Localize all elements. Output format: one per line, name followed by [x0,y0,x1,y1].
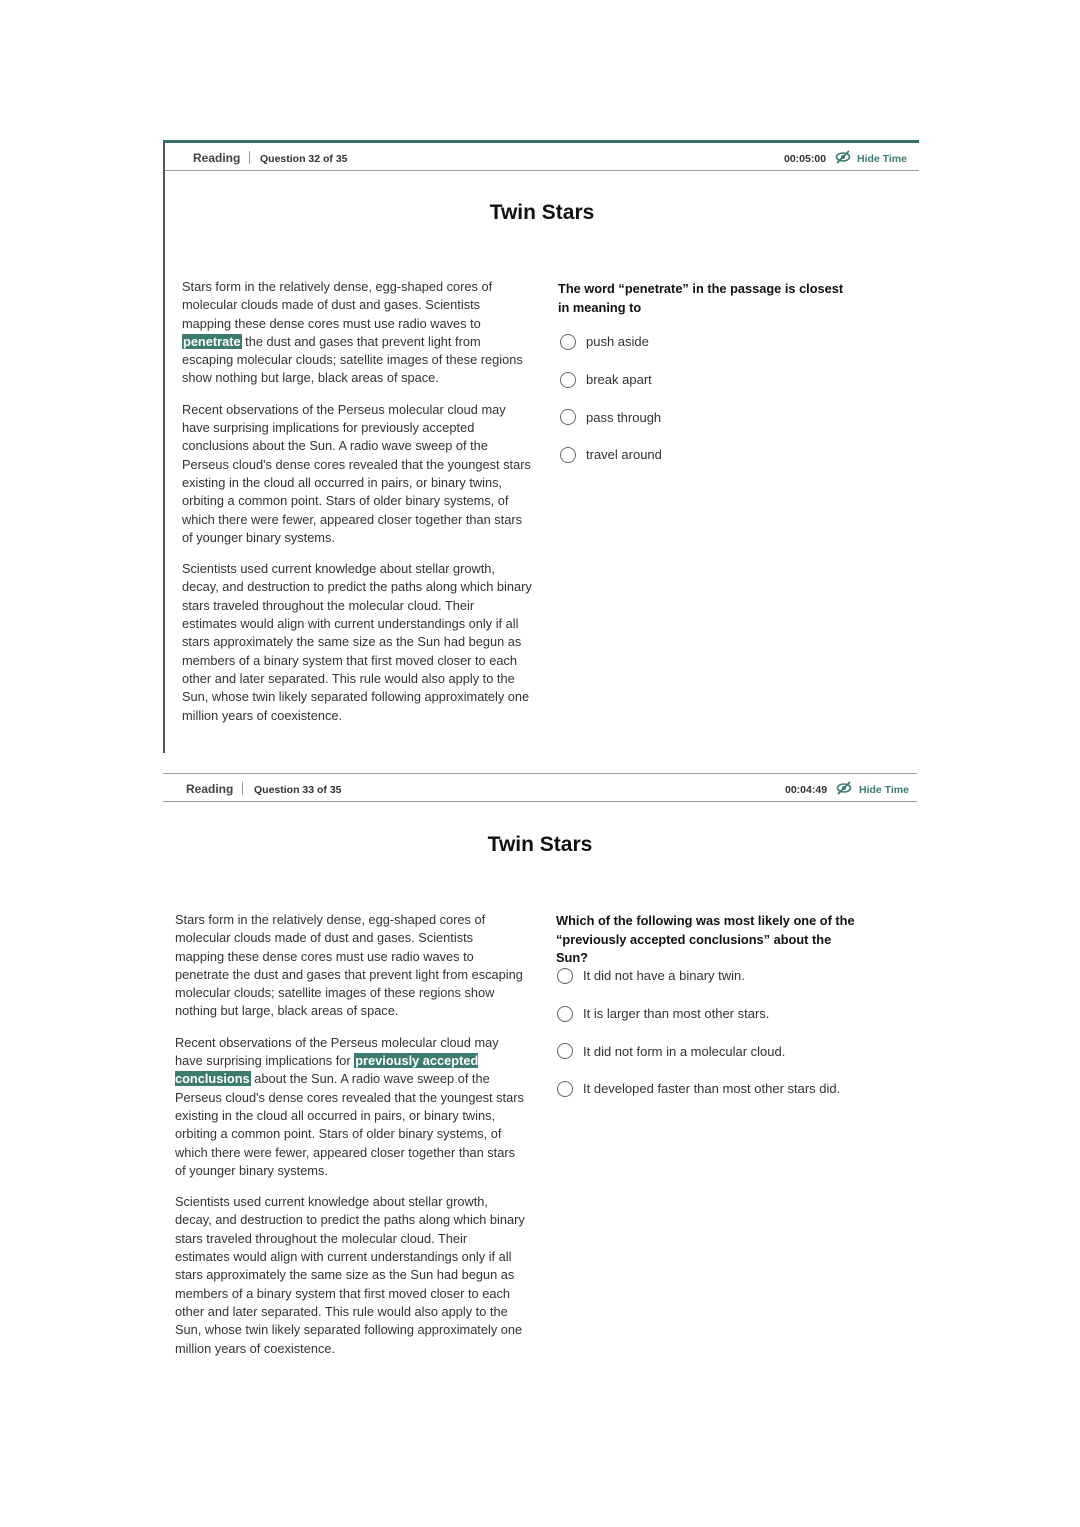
passage-text: the dust and gases that prevent light from escaping molecular clouds; satellite images of these regions show nothing but large, black areas of space. [182,333,523,386]
passage-paragraph-3: Scientists used current knowledge about stellar growth, decay, and destruction to predict the paths along which binary stars traveled throughout the molecular cloud. Their estimates would align with current understandings only if all stars approximately the same size as the Sun had begun as members of a binary system that first moved closer to each other and later separated. This rule would also apply to the Sun, whose twin likely separated following approximately one million years of coexistence. [175,1194,525,1356]
section-label: Reading [193,151,241,165]
question-text: The word “penetrate” in the passage is closest in meaning to [558,281,844,315]
option-label: break apart [586,372,652,388]
timer: 00:05:00 [784,153,827,165]
radio-circle-icon[interactable] [560,447,576,463]
page-title: Twin Stars [489,201,595,224]
top-bar [165,143,919,171]
divider [249,151,250,164]
passage-text: Stars form in the relatively dense, egg-shaped cores of molecular clouds made of dust and gases. Scientists mapping these dense cores must use radio waves to [182,279,493,331]
answer-option[interactable] [560,361,880,399]
option-label: It developed faster than most other stars did. [583,1081,841,1097]
question-counter: Question 33 of 35 [254,784,342,796]
radio-circle-icon[interactable] [557,1043,573,1059]
radio-circle-icon[interactable] [557,968,573,984]
option-label: push aside [586,334,649,350]
answer-option[interactable] [557,1032,877,1070]
option-label: pass through [586,409,662,425]
page-title: Twin Stars [487,833,593,856]
eye-slash-icon[interactable] [835,150,851,164]
eye-slash-icon[interactable] [836,781,852,795]
question-screen-1 [163,140,919,753]
reading-passage [175,911,525,1371]
timer: 00:04:49 [785,784,828,796]
option-label: It is larger than most other stars. [583,1006,770,1022]
answer-option[interactable] [560,323,880,361]
highlighted-word: penetrate [183,333,241,349]
radio-circle-icon[interactable] [557,1006,573,1022]
hide-time-button[interactable]: Hide Time [859,784,909,796]
radio-circle-icon[interactable] [557,1081,573,1097]
option-label: It did not form in a molecular cloud. [583,1043,786,1059]
passage-text: Recent observations of the Perseus molecular cloud may have surprising implications for [175,1034,499,1069]
question-counter: Question 32 of 35 [260,153,348,165]
answer-option[interactable] [560,436,880,474]
option-label: It did not have a binary twin. [583,968,745,984]
passage-paragraph-1: Stars form in the relatively dense, egg-shaped cores of molecular clouds made of dust and gases. Scientists mapping these dense cores must use radio waves to penetrate the dust and gases that prevent light from escaping molecular clouds; satellite images of these regions show nothing but large, black areas of space. [175,912,523,1019]
answer-options [557,957,877,1108]
passage-paragraph-2: Recent observations of the Perseus molecular cloud may have surprising implications for previously accepted conclusions about the Sun. A radio wave sweep of the Perseus cloud's dense cores revealed that the youngest stars existing in the cloud all occurred in pairs, or binary twins, orbiting a common point. Stars of older binary systems, of which there were fewer, appeared closer together than stars of younger binary systems. [182,401,531,545]
option-label: travel around [586,447,662,463]
radio-circle-icon[interactable] [560,409,576,425]
highlighted-phrase: previously accepted conclusions [175,1053,479,1087]
passage-paragraph-2 [175,1034,525,1180]
question-screen-2 [163,773,917,1354]
answer-options [560,323,880,474]
radio-circle-icon[interactable] [560,372,576,388]
answer-option[interactable] [557,957,877,995]
radio-circle-icon[interactable] [560,334,576,350]
answer-option[interactable] [557,995,877,1033]
passage-text: about the Sun. A radio wave sweep of the Perseus cloud's dense cores revealed that the youngest stars existing in the cloud all occurred in pairs, or binary twins, orbiting a common point. Stars of older binary systems, of which there were fewer, appeared closer together than stars of younger binary systems. [175,1071,524,1178]
passage-paragraph-3: Scientists used current knowledge about stellar growth, decay, and destruction to predict the paths along which binary stars traveled throughout the molecular cloud. Their estimates would align with current understandings only if all stars approximately the same size as the Sun had begun as members of a binary system that first moved closer to each other and later separated. This rule would also apply to the Sun, whose twin likely separated following approximately one million years of coexistence. [182,561,532,723]
divider [242,782,243,795]
hide-time-button[interactable]: Hide Time [857,153,907,165]
answer-option[interactable] [557,1070,877,1108]
passage-paragraph-1 [182,278,532,388]
top-bar [163,774,917,802]
answer-option[interactable] [560,398,880,436]
question-text: Which of the following was most likely one of the “previously accepted conclusions” about the Sun? [556,913,855,965]
reading-passage [182,278,532,738]
section-label: Reading [186,782,234,796]
